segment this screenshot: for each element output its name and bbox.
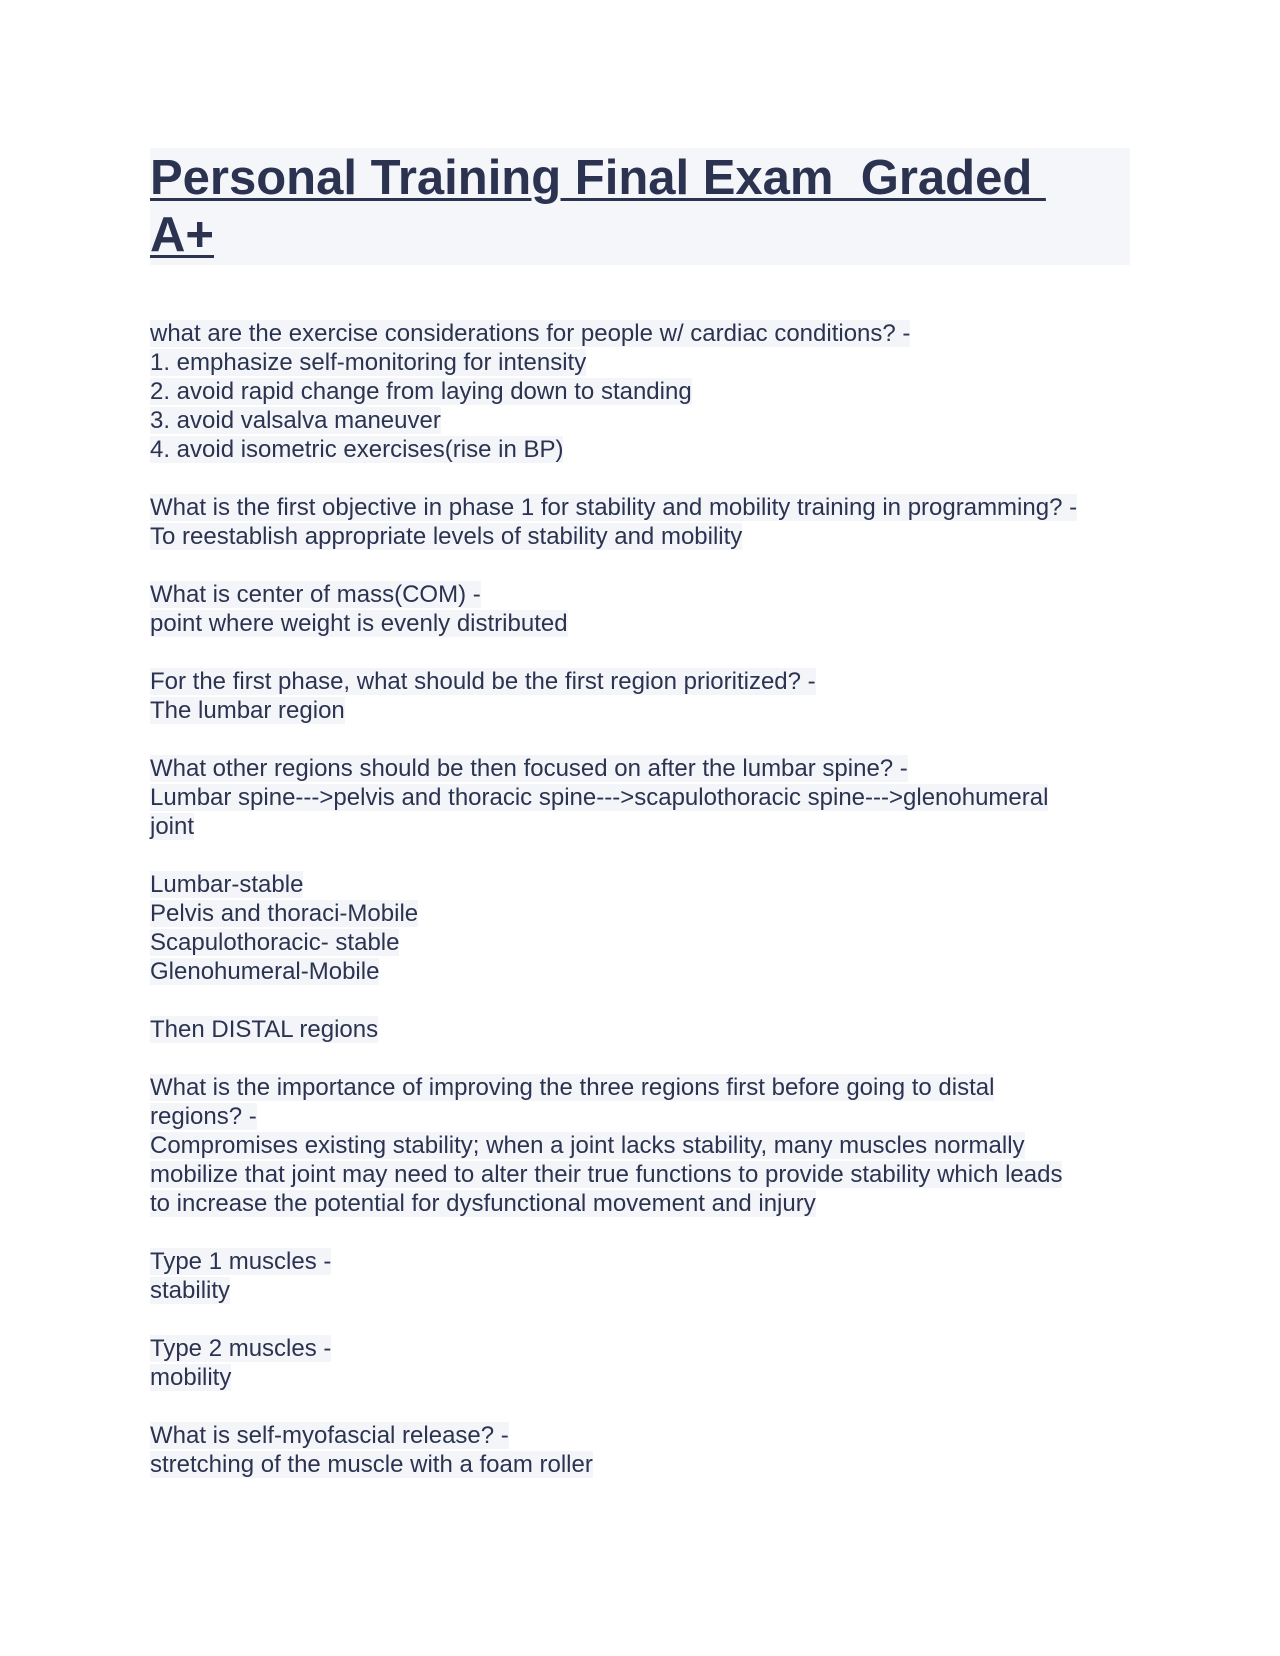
document-content <box>150 319 1130 1479</box>
line-text: Type 1 muscles - <box>150 1248 332 1275</box>
title-box <box>150 148 1130 265</box>
line-text: Lumbar spine--->pelvis and thoracic spine--->scapulothoracic spine--->glenohumeral <box>150 784 1049 811</box>
line-text: Then DISTAL regions <box>150 1016 379 1043</box>
text-line <box>150 1102 1130 1131</box>
text-line <box>150 319 1130 348</box>
qa-block <box>150 493 1130 551</box>
qa-block <box>150 1015 1130 1044</box>
text-line <box>150 957 1130 986</box>
line-text: Glenohumeral-Mobile <box>150 958 380 985</box>
line-text: mobility <box>150 1364 232 1391</box>
line-text: stretching of the muscle with a foam roller <box>150 1451 593 1478</box>
text-line <box>150 783 1130 812</box>
text-line <box>150 1363 1130 1392</box>
text-line <box>150 377 1130 406</box>
text-line <box>150 812 1130 841</box>
text-line <box>150 1334 1130 1363</box>
qa-block <box>150 580 1130 638</box>
line-text: stability <box>150 1277 231 1304</box>
qa-block <box>150 1421 1130 1479</box>
text-line <box>150 580 1130 609</box>
qa-block <box>150 667 1130 725</box>
line-text: 3. avoid valsalva maneuver <box>150 407 441 434</box>
text-line <box>150 348 1130 377</box>
text-line <box>150 1131 1130 1160</box>
line-text: What is center of mass(COM) - <box>150 581 481 608</box>
text-line <box>150 609 1130 638</box>
qa-block <box>150 870 1130 986</box>
line-text: what are the exercise considerations for people w/ cardiac conditions? - <box>150 320 911 347</box>
line-text: 2. avoid rapid change from laying down to standing <box>150 378 692 405</box>
line-text: What is the importance of improving the three regions first before going to distal <box>150 1074 995 1101</box>
line-text: For the first phase, what should be the first region prioritized? - <box>150 668 816 695</box>
text-line <box>150 1160 1130 1189</box>
qa-block <box>150 1334 1130 1392</box>
text-line <box>150 1247 1130 1276</box>
qa-block <box>150 1247 1130 1305</box>
text-line <box>150 667 1130 696</box>
line-text: joint <box>150 813 195 840</box>
line-text: Scapulothoracic- stable <box>150 929 400 956</box>
qa-block <box>150 319 1130 464</box>
text-line <box>150 1450 1130 1479</box>
text-line <box>150 1073 1130 1102</box>
document-page <box>150 148 1130 1508</box>
line-text: The lumbar region <box>150 697 345 724</box>
text-line <box>150 696 1130 725</box>
line-text: To reestablish appropriate levels of stability and mobility <box>150 523 743 550</box>
line-text: Pelvis and thoraci-Mobile <box>150 900 419 927</box>
text-line <box>150 1189 1130 1218</box>
line-text: to increase the potential for dysfunctional movement and injury <box>150 1190 816 1217</box>
line-text: What is the first objective in phase 1 for stability and mobility training in programming? - <box>150 494 1078 521</box>
line-text: Compromises existing stability; when a joint lacks stability, many muscles normally <box>150 1132 1025 1159</box>
text-line <box>150 870 1130 899</box>
line-text: What other regions should be then focused on after the lumbar spine? - <box>150 755 908 782</box>
line-text: What is self-myofascial release? - <box>150 1422 509 1449</box>
qa-block <box>150 754 1130 841</box>
line-text: Type 2 muscles - <box>150 1335 332 1362</box>
text-line <box>150 1276 1130 1305</box>
text-line <box>150 1421 1130 1450</box>
line-text: mobilize that joint may need to alter their true functions to provide stability which leads <box>150 1161 1063 1188</box>
text-line <box>150 493 1130 522</box>
text-line <box>150 899 1130 928</box>
text-line <box>150 928 1130 957</box>
text-line <box>150 1015 1130 1044</box>
text-line <box>150 522 1130 551</box>
line-text: regions? - <box>150 1103 257 1130</box>
text-line <box>150 754 1130 783</box>
line-text: 1. emphasize self-monitoring for intensity <box>150 349 587 376</box>
line-text: point where weight is evenly distributed <box>150 610 568 637</box>
text-line <box>150 406 1130 435</box>
line-text: 4. avoid isometric exercises(rise in BP) <box>150 436 564 463</box>
text-line <box>150 435 1130 464</box>
qa-block <box>150 1073 1130 1218</box>
line-text: Lumbar-stable <box>150 871 304 898</box>
document-title: Personal Training Final Exam Graded A+ <box>150 151 1033 262</box>
